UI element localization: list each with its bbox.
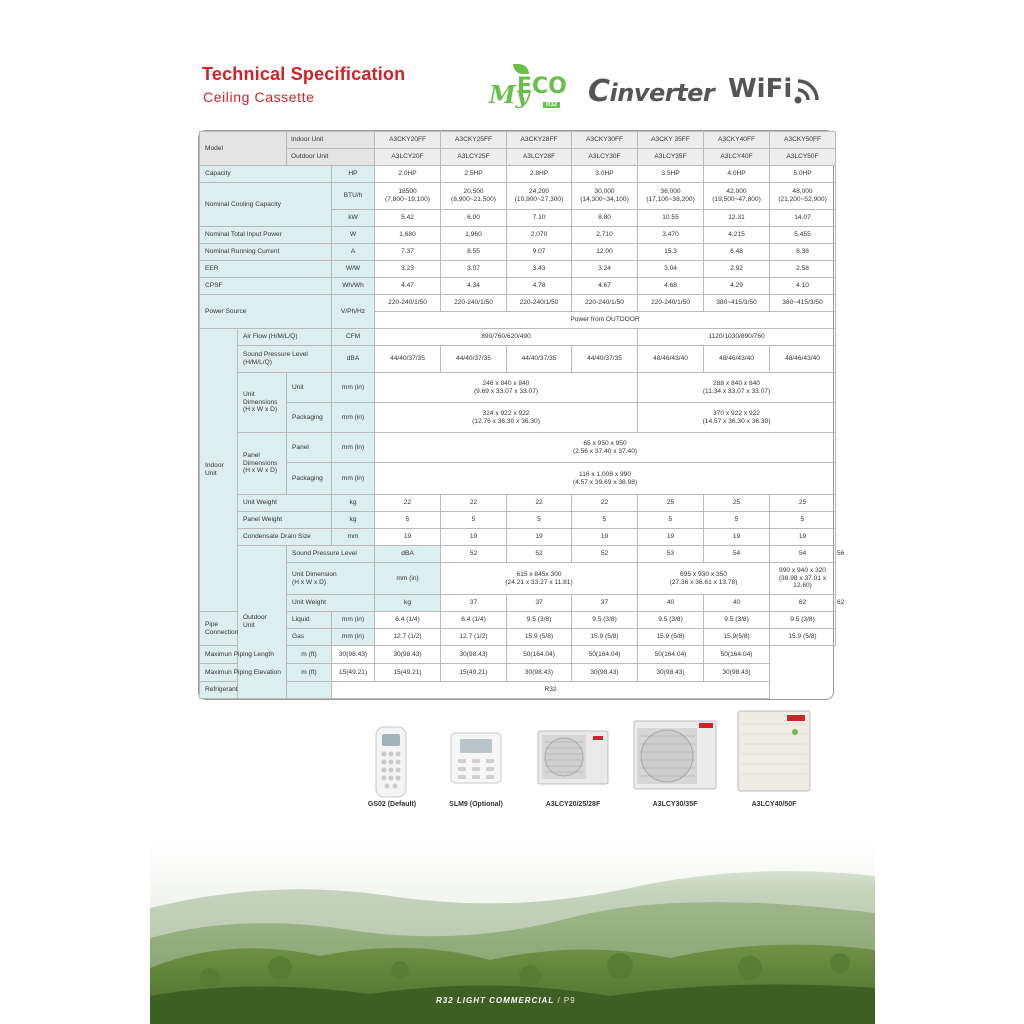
table-row	[200, 278, 836, 295]
table-cell: 220-240/1/50	[638, 295, 704, 312]
table-cell: 42,000 (19,500~47,800)	[704, 183, 770, 210]
table-cell: 15.9 (5/8)	[572, 629, 638, 646]
table-cell: A3CKY30FF	[572, 132, 638, 149]
table-cell: 3.43	[507, 261, 572, 278]
row-label: Unit Weight	[287, 595, 375, 612]
row-label: Sound Pressure Level (H/M/L/Q)	[238, 346, 332, 373]
table-cell: 40	[704, 595, 770, 612]
row-unit: W	[332, 227, 375, 244]
table-row	[200, 495, 836, 512]
table-cell: 3.23	[375, 261, 441, 278]
table-cell: 36,000 (17,100~38,200)	[638, 183, 704, 210]
table-cell: 4.10	[770, 278, 836, 295]
outdoor-unit-group-label: Outdoor Unit	[238, 546, 287, 699]
table-row	[200, 629, 836, 646]
product-gallery	[0, 708, 1024, 818]
table-cell: 25	[638, 495, 704, 512]
table-cell: 25	[704, 495, 770, 512]
row-label: Packaging	[287, 463, 332, 495]
table-cell: 44/40/37/35	[572, 346, 638, 373]
page-title: Technical Specification	[202, 64, 406, 84]
table-cell: 7.37	[375, 244, 441, 261]
table-cell: 54	[770, 546, 836, 563]
table-cell: 53	[638, 546, 704, 563]
row-unit: mm	[332, 529, 375, 546]
table-cell: 2.0HP	[375, 166, 441, 183]
table-cell: 8.38	[770, 244, 836, 261]
table-cell: 37	[441, 595, 507, 612]
table-cell: 52	[572, 546, 638, 563]
row-unit: V/Ph/Hz	[332, 295, 375, 329]
table-cell: 1,960	[441, 227, 507, 244]
table-cell: 4.0HP	[704, 166, 770, 183]
table-cell: 695 x 930 x 350 (27.36 x 36.61 x 13.78)	[638, 563, 770, 595]
table-cell: 19	[441, 529, 507, 546]
row-label: Packaging	[287, 403, 332, 433]
row-label: Panel	[287, 433, 332, 463]
table-cell: 44/40/37/35	[441, 346, 507, 373]
indoor-unit-label: Indoor Unit	[287, 132, 375, 149]
table-cell: 52	[507, 546, 572, 563]
row-unit: mm (in)	[332, 403, 375, 433]
table-cell: A3CKY28FF	[507, 132, 572, 149]
table-cell: 3.04	[638, 261, 704, 278]
wifi-logo: WiFi	[728, 74, 793, 104]
row-label: Panel Weight	[238, 512, 332, 529]
table-cell: 54	[704, 546, 770, 563]
table-cell: 5	[375, 512, 441, 529]
row-unit: HP	[332, 166, 375, 183]
table-cell: 19	[770, 529, 836, 546]
table-cell: 9.5 (3/8)	[704, 612, 770, 629]
table-row	[200, 295, 836, 312]
table-cell: 15(49.21)	[375, 664, 441, 682]
table-cell: 48/46/43/40	[704, 346, 770, 373]
table-cell: 5	[572, 512, 638, 529]
table-cell: 12.7 (1/2)	[375, 629, 441, 646]
table-row	[200, 149, 836, 166]
product-label: A3LCY40/50F	[751, 801, 797, 808]
table-row	[200, 664, 836, 682]
row-label: Power Source	[200, 295, 332, 329]
table-row	[200, 512, 836, 529]
table-cell: 30,000 (14,300~34,100)	[572, 183, 638, 210]
table-cell: 10.55	[638, 210, 704, 227]
table-cell: 62	[770, 595, 836, 612]
table-cell: 5	[441, 512, 507, 529]
product-label: SLM9 (Optional)	[449, 801, 503, 808]
table-row	[200, 132, 836, 149]
table-row	[200, 403, 836, 433]
table-cell: 50(164.04)	[572, 646, 638, 664]
table-row	[200, 529, 836, 546]
table-cell: 37	[572, 595, 638, 612]
table-cell: R32	[332, 682, 770, 699]
table-cell: 4.47	[375, 278, 441, 295]
table-cell: 15.3	[638, 244, 704, 261]
table-cell: 19	[375, 529, 441, 546]
table-cell: 19	[572, 529, 638, 546]
table-row: Outdoor Unit Sound Pressure Level dBA 52 52 52 53 54 54 56	[200, 546, 836, 563]
table-row	[200, 329, 836, 346]
table-cell: 44/40/37/35	[375, 346, 441, 373]
table-cell: 3,470	[638, 227, 704, 244]
table-cell: A3CKY40FF	[704, 132, 770, 149]
table-cell: A3CKY25FF	[441, 132, 507, 149]
table-cell: 4.67	[572, 278, 638, 295]
table-cell: A3LCY35F	[638, 149, 704, 166]
table-cell: 12.00	[572, 244, 638, 261]
table-cell: 50(164.04)	[507, 646, 572, 664]
row-label: Unit Dimensions (H x W x D)	[238, 373, 287, 433]
table-cell: 990 x 940 x 320 (38.98 x 37.01 x 12.60)	[770, 563, 836, 595]
table-cell: 48/46/43/40	[638, 346, 704, 373]
row-label: EER	[200, 261, 332, 278]
table-cell: 52	[441, 546, 507, 563]
table-cell: 30(98.43)	[441, 646, 507, 664]
table-cell: 3.0HP	[572, 166, 638, 183]
table-cell: 22	[572, 495, 638, 512]
table-cell: 5	[704, 512, 770, 529]
table-cell: 615 x 845x 300 (24.21 x 33.27 x 11.81)	[441, 563, 638, 595]
row-label: Unit Dimension (H x W x D)	[287, 563, 375, 595]
myeco-logo-eco: ECO	[517, 74, 567, 99]
table-cell: 6.48	[704, 244, 770, 261]
table-cell: 5.0HP	[770, 166, 836, 183]
table-cell: 4.34	[441, 278, 507, 295]
product-label: GS02 (Default)	[367, 801, 417, 808]
table-cell: 2.58	[770, 261, 836, 278]
table-row	[200, 261, 836, 278]
table-cell: 14.07	[770, 210, 836, 227]
wifi-icon	[792, 78, 824, 106]
page-number: / P9	[554, 996, 576, 1005]
table-cell: 2.5HP	[441, 166, 507, 183]
wired-controller-icon	[450, 732, 502, 784]
row-unit: CFM	[332, 329, 375, 346]
table-cell: 370 x 922 x 922 (14.57 x 36.30 x 36.30)	[638, 403, 836, 433]
row-unit: BTU/h	[332, 183, 375, 210]
table-cell: 44/40/37/35	[507, 346, 572, 373]
table-row	[200, 166, 836, 183]
row-unit: mm (in)	[332, 612, 375, 629]
table-cell: 40	[638, 595, 704, 612]
table-cell: A3LCY20F	[375, 149, 441, 166]
indoor-unit-group-label: Indoor Unit	[200, 329, 238, 612]
table-cell: 3.5HP	[638, 166, 704, 183]
table-cell: 1,680	[375, 227, 441, 244]
table-row	[200, 433, 836, 463]
table-cell: 65 x 950 x 950 (2.56 x 37.40 x 37.40)	[375, 433, 836, 463]
table-cell: 12.7 (1/2)	[441, 629, 507, 646]
table-cell: 246 x 840 x 840 (9.69 x 33.07 x 33.07)	[375, 373, 638, 403]
row-unit: dBA	[375, 546, 441, 563]
row-unit: mm (in)	[332, 463, 375, 495]
table-row	[200, 183, 836, 210]
row-label: Condensate Drain Size	[238, 529, 332, 546]
table-cell: 2,070	[507, 227, 572, 244]
table-cell: 30(98.43)	[572, 664, 638, 682]
outdoor-unit-small-icon	[537, 730, 609, 785]
table-cell: 15(49.21)	[441, 664, 507, 682]
row-label: Unit Weight	[238, 495, 332, 512]
table-cell: 2.92	[704, 261, 770, 278]
table-cell: 12.31	[704, 210, 770, 227]
table-cell: 48/46/43/40	[770, 346, 836, 373]
row-label: Nominal Running Current	[200, 244, 332, 261]
table-cell: 890/760/620/490	[375, 329, 638, 346]
myeco-logo-my: My	[489, 80, 530, 109]
table-cell: 22	[375, 495, 441, 512]
table-cell: A3LCY25F	[441, 149, 507, 166]
spec-table	[199, 131, 845, 699]
row-label: Air Flow (H/M/L/Q)	[238, 329, 332, 346]
row-label: CPSF	[200, 278, 332, 295]
table-cell: 15.9 (5/8)	[507, 629, 572, 646]
table-row: Unit Weight kg 37 37 37 40 40 62 62	[200, 595, 836, 612]
table-row	[200, 612, 836, 629]
footer-text: R32 LIGHT COMMERCIAL / P9	[436, 996, 576, 1005]
table-row	[200, 346, 836, 373]
row-unit: mm (in)	[332, 433, 375, 463]
row-label: Panel Dimensions (H x W x D)	[238, 433, 287, 495]
inverter-logo	[588, 74, 714, 109]
row-label: Gas	[287, 629, 332, 646]
row-unit: dBA	[332, 346, 375, 373]
table-cell: 37	[507, 595, 572, 612]
table-cell: 24,200 (10,900~27,300)	[507, 183, 572, 210]
product-label: A3LCY30/35F	[652, 801, 698, 808]
table-cell: 288 x 840 x 840 (11.34 x 33.07 x 33.07)	[638, 373, 836, 403]
product-label: A3LCY20/25/28F	[545, 801, 601, 808]
table-cell: 220-240/1/50	[375, 295, 441, 312]
outdoor-unit-label: Outdoor Unit	[287, 149, 375, 166]
table-cell: 30(98.43)	[375, 646, 441, 664]
row-unit: W/W	[332, 261, 375, 278]
table-cell: 220-240/1/50	[572, 295, 638, 312]
table-cell: 22	[441, 495, 507, 512]
table-cell: 4.29	[704, 278, 770, 295]
table-cell: 4.68	[638, 278, 704, 295]
table-cell: A3LCY30F	[572, 149, 638, 166]
remote-control-icon	[373, 726, 409, 798]
table-cell: 4.78	[507, 278, 572, 295]
table-cell: 15.9 (5/8)	[770, 629, 836, 646]
table-cell: 6.4 (1/4)	[441, 612, 507, 629]
table-cell: 8.55	[441, 244, 507, 261]
spec-table-container	[198, 130, 845, 700]
table-cell: 50(164.04)	[704, 646, 770, 664]
row-unit: m (ft)	[287, 646, 332, 664]
table-cell: 5	[638, 512, 704, 529]
table-cell: 30(98.43)	[638, 664, 704, 682]
outdoor-unit-large-icon	[737, 710, 811, 792]
landscape-image	[150, 818, 875, 1024]
row-unit: mm (in)	[332, 373, 375, 403]
table-cell: 116 x 1,008 x 990 (4.57 x 39.69 x 38.98)	[375, 463, 836, 495]
model-label: Model	[200, 132, 287, 166]
table-row	[200, 682, 836, 699]
row-label: Nominal Total Input Power	[200, 227, 332, 244]
table-row	[200, 563, 836, 595]
table-cell: 8.80	[572, 210, 638, 227]
table-cell: 48,000 (21,200~52,900)	[770, 183, 836, 210]
table-cell: 6.4 (1/4)	[375, 612, 441, 629]
table-cell: 4,215	[704, 227, 770, 244]
page-subtitle: Ceiling Cassette	[203, 89, 315, 105]
table-row	[200, 463, 836, 495]
row-label: Nominal Cooling Capacity	[200, 183, 332, 227]
table-cell: 1120/1030/890/760	[638, 329, 836, 346]
table-cell: 15.9(5/8)	[704, 629, 770, 646]
table-row	[200, 373, 836, 403]
table-cell: 324 x 922 x 922 (12.76 x 36.30 x 36.30)	[375, 403, 638, 433]
table-cell: 380~415/3/50	[770, 295, 836, 312]
row-label: Unit	[287, 373, 332, 403]
table-cell: 2.8HP	[507, 166, 572, 183]
table-cell: 30(98.43)	[332, 646, 375, 664]
row-label: Refrigerant	[200, 682, 332, 699]
table-row	[200, 227, 836, 244]
table-cell: 5,455	[770, 227, 836, 244]
table-cell: 20,500 (8,900~21,500)	[441, 183, 507, 210]
row-label: Maximun Piping Elevation	[200, 664, 287, 682]
row-unit: mm (in)	[332, 629, 375, 646]
row-label: Capacity	[200, 166, 332, 183]
table-cell: A3CKY 35FF	[638, 132, 704, 149]
table-cell: 22	[507, 495, 572, 512]
row-label: Sound Pressure Level	[287, 546, 375, 563]
table-cell: 19	[638, 529, 704, 546]
table-cell: 30(98.43)	[507, 664, 572, 682]
table-cell: 25	[770, 495, 836, 512]
row-label: Maximun Piping Length	[200, 646, 287, 664]
table-cell: A3CKY50FF	[770, 132, 836, 149]
table-row	[200, 244, 836, 261]
table-cell: 5.42	[375, 210, 441, 227]
table-cell: 9.5 (3/8)	[638, 612, 704, 629]
row-unit: A	[332, 244, 375, 261]
table-cell: 3.07	[441, 261, 507, 278]
myeco-logo-r32: R32	[543, 102, 560, 108]
row-unit: kg	[332, 512, 375, 529]
table-cell: 18500 (7,800~19,100)	[375, 183, 441, 210]
table-cell: 9.5 (3/8)	[507, 612, 572, 629]
table-cell: 9.07	[507, 244, 572, 261]
row-unit: kg	[375, 595, 441, 612]
table-cell: 15(49.21)	[332, 664, 375, 682]
table-cell: A3LCY40F	[704, 149, 770, 166]
table-cell: 15.9 (5/8)	[638, 629, 704, 646]
table-row	[200, 646, 836, 664]
row-unit: Wh/Wh	[332, 278, 375, 295]
row-unit: m (ft)	[287, 664, 332, 682]
inverter-logo-text: inverter	[609, 79, 715, 107]
table-cell: 9.5 (3/8)	[572, 612, 638, 629]
table-cell: 19	[507, 529, 572, 546]
row-unit: kg	[332, 495, 375, 512]
outdoor-unit-medium-icon	[633, 720, 717, 790]
table-cell: 2,710	[572, 227, 638, 244]
table-cell: 50(164.04)	[638, 646, 704, 664]
table-cell: 7.10	[507, 210, 572, 227]
table-cell: 220-240/1/50	[507, 295, 572, 312]
table-cell: Power from OUTDOOR	[375, 312, 836, 329]
table-cell: 3.24	[572, 261, 638, 278]
table-cell: 5	[507, 512, 572, 529]
table-cell: 380~415/3/50	[704, 295, 770, 312]
table-cell: 30(98.43)	[704, 664, 770, 682]
table-cell: 5	[770, 512, 836, 529]
inverter-logo-c: C	[588, 74, 610, 109]
table-cell: A3LCY28F	[507, 149, 572, 166]
row-unit: kW	[332, 210, 375, 227]
table-cell: A3CKY20FF	[375, 132, 441, 149]
table-cell: 6.00	[441, 210, 507, 227]
row-unit: mm (in)	[375, 563, 441, 595]
table-cell: 9.5 (3/8)	[770, 612, 836, 629]
table-cell: 19	[704, 529, 770, 546]
myeco-logo	[487, 60, 579, 112]
table-cell: A3LCY50F	[770, 149, 836, 166]
table-cell: 220-240/1/50	[441, 295, 507, 312]
row-label: Pipe Connection	[200, 612, 238, 646]
row-label: Liquid	[287, 612, 332, 629]
leaf-icon	[513, 64, 529, 74]
